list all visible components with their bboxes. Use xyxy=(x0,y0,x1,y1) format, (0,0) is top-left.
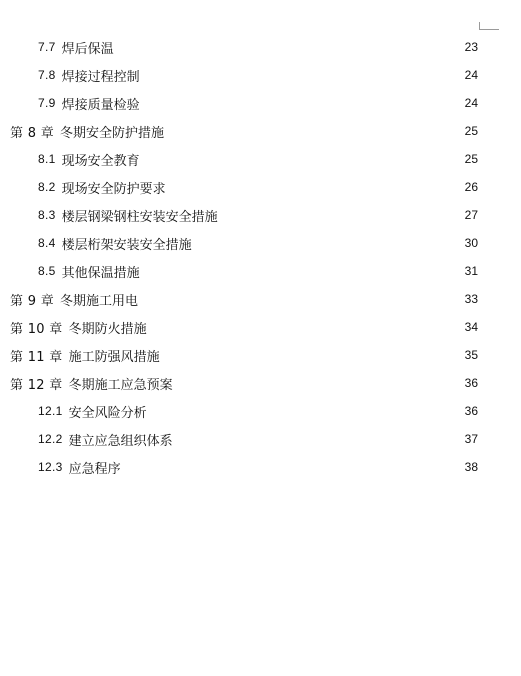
dot-leader xyxy=(144,70,461,82)
toc-entry-page: 30 xyxy=(464,236,478,250)
toc-entry-title: 应急程序 xyxy=(68,461,121,477)
toc-entry-7-7[interactable] xyxy=(38,37,478,57)
toc-entry-12-2[interactable] xyxy=(38,429,478,449)
toc-entry-page: 37 xyxy=(464,432,478,446)
dot-leader xyxy=(142,294,461,306)
toc-entry-number: 第 8 章 xyxy=(10,125,55,141)
toc-entry-chapter-8[interactable] xyxy=(10,121,478,141)
toc-entry-page: 36 xyxy=(464,376,478,390)
toc-entry-number: 7.9 xyxy=(38,96,56,110)
dot-leader xyxy=(144,266,461,278)
toc-entry-title: 现场安全教育 xyxy=(61,153,140,169)
toc-entry-number: 12.2 xyxy=(38,432,63,446)
dot-leader xyxy=(151,406,461,418)
toc-entry-number: 8.5 xyxy=(38,264,56,278)
toc-entry-title: 楼层钢梁钢柱安装安全措施 xyxy=(61,209,218,225)
toc-entry-number: 12.1 xyxy=(38,404,63,418)
dot-leader xyxy=(125,462,461,474)
toc-entry-page: 34 xyxy=(464,320,478,334)
toc-entry-8-5[interactable] xyxy=(38,261,478,281)
dot-leader xyxy=(151,322,461,334)
toc-entry-number: 第 10 章 xyxy=(10,321,63,337)
toc-entry-number: 7.8 xyxy=(38,68,56,82)
dot-leader xyxy=(196,238,461,250)
toc-entry-7-9[interactable] xyxy=(38,93,478,113)
toc-entry-page: 33 xyxy=(464,292,478,306)
dot-leader xyxy=(168,126,461,138)
toc-entry-title: 楼层桁架安装安全措施 xyxy=(61,237,192,253)
dot-leader xyxy=(177,378,461,390)
toc-entry-number: 8.3 xyxy=(38,208,56,222)
toc-entry-12-1[interactable] xyxy=(38,401,478,421)
dot-leader xyxy=(144,98,461,110)
toc-entry-number: 8.2 xyxy=(38,180,56,194)
toc-entry-chapter-12[interactable] xyxy=(10,373,478,393)
toc-entry-title: 建立应急组织体系 xyxy=(68,433,173,449)
toc-entry-12-3[interactable] xyxy=(38,457,478,477)
toc-entry-title: 现场安全防护要求 xyxy=(61,181,166,197)
toc-entry-number: 第 12 章 xyxy=(10,377,63,393)
toc-entry-number: 8.4 xyxy=(38,236,56,250)
dot-leader xyxy=(164,350,461,362)
dot-leader xyxy=(144,154,461,166)
toc-entry-title: 冬期施工用电 xyxy=(60,293,139,309)
page-corner-mark xyxy=(479,22,499,30)
toc-entry-title: 施工防强风措施 xyxy=(68,349,160,365)
toc-entry-title: 冬期防火措施 xyxy=(68,321,147,337)
toc-entry-page: 35 xyxy=(464,348,478,362)
toc-entry-number: 第 9 章 xyxy=(10,293,55,309)
toc-entry-chapter-9[interactable] xyxy=(10,289,478,309)
toc-entry-page: 36 xyxy=(464,404,478,418)
toc-entry-8-2[interactable] xyxy=(38,177,478,197)
toc-entry-page: 24 xyxy=(464,96,478,110)
toc-entry-title: 焊接过程控制 xyxy=(61,69,140,85)
dot-leader xyxy=(177,434,461,446)
toc-entry-title: 焊后保温 xyxy=(61,41,114,57)
toc-entry-number: 12.3 xyxy=(38,460,63,474)
toc-entry-title: 其他保温措施 xyxy=(61,265,140,281)
toc-entry-number: 8.1 xyxy=(38,152,56,166)
toc-entry-title: 冬期安全防护措施 xyxy=(60,125,165,141)
dot-leader xyxy=(118,42,461,54)
toc-entry-8-3[interactable] xyxy=(38,205,478,225)
toc-entry-number: 第 11 章 xyxy=(10,349,63,365)
toc-entry-8-4[interactable] xyxy=(38,233,478,253)
toc-entry-page: 25 xyxy=(464,124,478,138)
toc-entry-page: 31 xyxy=(464,264,478,278)
toc-entry-8-1[interactable] xyxy=(38,149,478,169)
toc-entry-page: 38 xyxy=(464,460,478,474)
toc-entry-title: 冬期施工应急预案 xyxy=(68,377,173,393)
dot-leader xyxy=(222,210,461,222)
dot-leader xyxy=(170,182,461,194)
toc-entry-page: 25 xyxy=(464,152,478,166)
toc-entry-7-8[interactable] xyxy=(38,65,478,85)
toc-entry-number: 7.7 xyxy=(38,40,56,54)
toc-entry-title: 焊接质量检验 xyxy=(61,97,140,113)
toc-entry-title: 安全风险分析 xyxy=(68,405,147,421)
toc-entry-page: 26 xyxy=(464,180,478,194)
toc-entry-page: 27 xyxy=(464,208,478,222)
toc-entry-chapter-10[interactable] xyxy=(10,317,478,337)
toc-entry-chapter-11[interactable] xyxy=(10,345,478,365)
toc-entry-page: 24 xyxy=(464,68,478,82)
toc-entry-page: 23 xyxy=(464,40,478,54)
